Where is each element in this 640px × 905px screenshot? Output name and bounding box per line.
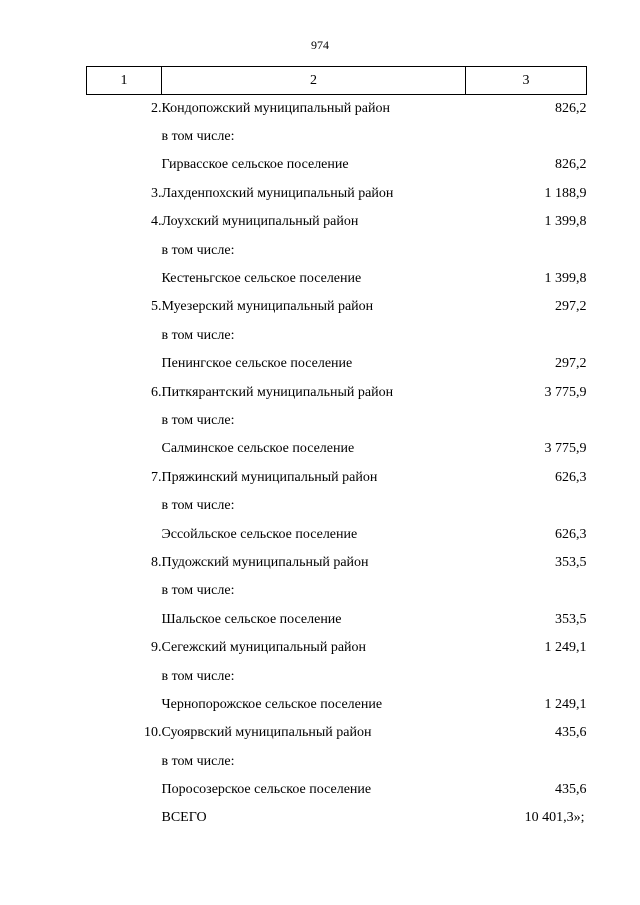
row-value xyxy=(466,236,587,264)
row-value: 1 249,1 xyxy=(544,640,587,656)
table-header xyxy=(87,67,587,95)
row-name: в том числе: xyxy=(161,753,235,769)
row-name: Поросозерское сельское поселение xyxy=(161,782,372,798)
column-header-3: 3 xyxy=(466,67,587,95)
row-number: 7. xyxy=(151,469,162,485)
row-value: 297,2 xyxy=(555,356,587,372)
header-row xyxy=(87,67,587,95)
row-number: 10. xyxy=(144,725,162,741)
row-value: 435,6 xyxy=(555,725,587,741)
row-name: Гирвасское сельское поселение xyxy=(161,157,349,173)
table-row xyxy=(87,464,587,492)
table-row xyxy=(87,776,587,804)
row-number xyxy=(87,747,162,775)
row-value: 1 188,9 xyxy=(544,185,587,201)
table-row xyxy=(87,123,587,151)
row-name: в том числе: xyxy=(161,498,235,514)
allocation-table xyxy=(86,66,587,833)
row-value: 626,3 xyxy=(555,469,587,485)
row-number xyxy=(87,407,162,435)
row-number xyxy=(87,662,162,690)
row-number xyxy=(87,151,162,179)
total-row xyxy=(87,804,587,832)
table-row xyxy=(87,634,587,662)
row-number: 4. xyxy=(151,214,162,230)
row-number xyxy=(87,322,162,350)
row-number: 8. xyxy=(151,554,162,570)
row-value xyxy=(466,577,587,605)
row-name: Чернопорожское сельское поселение xyxy=(161,696,383,712)
total-label: ВСЕГО xyxy=(161,810,207,826)
table-row xyxy=(87,350,587,378)
row-value xyxy=(466,322,587,350)
row-name: Муезерский муниципальный район xyxy=(161,299,374,315)
row-number: 9. xyxy=(151,640,162,656)
table-row xyxy=(87,492,587,520)
column-header-1: 1 xyxy=(87,67,162,95)
row-name: в том числе: xyxy=(161,129,235,145)
table-row xyxy=(87,236,587,264)
row-value xyxy=(466,123,587,151)
row-value: 826,2 xyxy=(555,157,587,173)
total-value: 10 401,3»; xyxy=(524,810,585,826)
row-name: Суоярвский муниципальный район xyxy=(161,725,372,741)
row-value: 353,5 xyxy=(555,554,587,570)
row-name: в том числе: xyxy=(161,242,235,258)
row-value: 626,3 xyxy=(555,526,587,542)
table-row xyxy=(87,691,587,719)
column-header-2: 2 xyxy=(162,67,466,95)
row-value: 353,5 xyxy=(555,611,587,627)
table-row xyxy=(87,747,587,775)
row-value xyxy=(466,492,587,520)
row-name: Эссойльское сельское поселение xyxy=(161,526,358,542)
row-name: Лахденпохский муниципальный район xyxy=(161,185,394,201)
row-value: 297,2 xyxy=(555,299,587,315)
row-name: в том числе: xyxy=(161,327,235,343)
row-name: Пенингское сельское поселение xyxy=(161,356,353,372)
row-number xyxy=(87,492,162,520)
row-value xyxy=(466,747,587,775)
table-row xyxy=(87,265,587,293)
row-number xyxy=(87,520,162,548)
row-value: 3 775,9 xyxy=(544,441,587,457)
table-row xyxy=(87,208,587,236)
row-number xyxy=(87,236,162,264)
table-row xyxy=(87,606,587,634)
row-name: Кондопожский муниципальный район xyxy=(161,100,390,116)
row-number xyxy=(87,577,162,605)
row-value: 3 775,9 xyxy=(544,384,587,400)
row-number xyxy=(87,265,162,293)
row-name: Салминское сельское поселение xyxy=(161,441,355,457)
table-row xyxy=(87,435,587,463)
table-row xyxy=(87,322,587,350)
row-value: 1 399,8 xyxy=(544,271,587,287)
table-row xyxy=(87,549,587,577)
page-number: 974 xyxy=(311,38,329,52)
table-body xyxy=(87,95,587,833)
row-number xyxy=(87,776,162,804)
row-value: 1 249,1 xyxy=(544,696,587,712)
table-row xyxy=(87,662,587,690)
table-row xyxy=(87,719,587,747)
row-name: в том числе: xyxy=(161,412,235,428)
row-name: Питкярантский муниципальный район xyxy=(161,384,394,400)
total-number xyxy=(87,804,162,832)
row-number: 3. xyxy=(151,185,162,201)
table-row xyxy=(87,180,587,208)
table-row xyxy=(87,577,587,605)
row-name: Кестеньгское сельское поселение xyxy=(161,271,362,287)
row-name: Пряжинский муниципальный район xyxy=(161,469,378,485)
table-row xyxy=(87,95,587,123)
row-number: 6. xyxy=(151,384,162,400)
row-name: в том числе: xyxy=(161,583,235,599)
row-number xyxy=(87,606,162,634)
row-number xyxy=(87,691,162,719)
table-row xyxy=(87,520,587,548)
row-value: 1 399,8 xyxy=(544,214,587,230)
row-name: Шальское сельское поселение xyxy=(161,611,342,627)
row-value xyxy=(466,407,587,435)
table-row xyxy=(87,407,587,435)
row-number xyxy=(87,435,162,463)
row-number xyxy=(87,350,162,378)
row-number: 2. xyxy=(151,100,162,116)
table-row xyxy=(87,378,587,406)
row-value xyxy=(466,662,587,690)
row-number xyxy=(87,123,162,151)
row-name: в том числе: xyxy=(161,668,235,684)
row-name: Сегежский муниципальный район xyxy=(161,640,367,656)
row-value: 435,6 xyxy=(555,782,587,798)
table-row xyxy=(87,293,587,321)
row-name: Лоухский муниципальный район xyxy=(161,214,359,230)
row-number: 5. xyxy=(151,299,162,315)
row-value: 826,2 xyxy=(555,100,587,116)
table-row xyxy=(87,151,587,179)
row-name: Пудожский муниципальный район xyxy=(161,554,369,570)
